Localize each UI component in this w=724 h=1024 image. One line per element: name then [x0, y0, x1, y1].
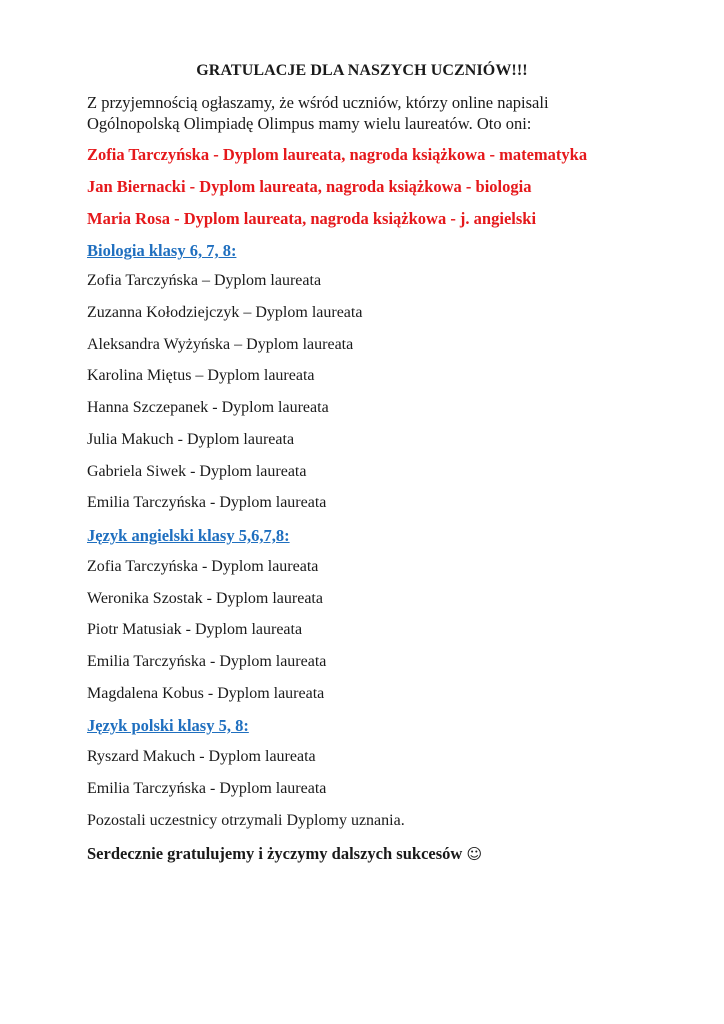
list-item: Zofia Tarczyńska - Dyplom laureata	[87, 558, 319, 575]
section-heading-biology: Biologia klasy 6, 7, 8:	[87, 241, 237, 260]
note-text: Pozostali uczestnicy otrzymali Dyplomy uznania.	[87, 812, 405, 829]
closing-text	[87, 844, 482, 864]
list-item: Magdalena Kobus - Dyplom laureata	[87, 685, 325, 702]
list-item: Ryszard Makuch - Dyplom laureata	[87, 748, 316, 765]
highlight-line: Jan Biernacki - Dyplom laureata, nagroda książkowa - biologia	[87, 177, 532, 196]
list-item: Karolina Miętus – Dyplom laureata	[87, 367, 315, 384]
list-item: Emilia Tarczyńska - Dyplom laureata	[87, 653, 327, 670]
intro-line-1: Z przyjemnością ogłaszamy, że wśród uczniów, którzy online napisali	[87, 93, 549, 112]
list-item: Julia Makuch - Dyplom laureata	[87, 431, 295, 448]
list-item: Weronika Szostak - Dyplom laureata	[87, 590, 323, 607]
list-item: Emilia Tarczyńska - Dyplom laureata	[87, 494, 327, 511]
closing-message: Serdecznie gratulujemy i życzymy dalszych sukcesów	[87, 844, 463, 863]
list-item: Aleksandra Wyżyńska – Dyplom laureata	[87, 336, 354, 353]
intro-line-2: Ogólnopolską Olimpiadę Olimpus mamy wielu laureatów. Oto oni:	[87, 114, 532, 133]
section-heading-polish: Język polski klasy 5, 8:	[87, 716, 249, 735]
list-item: Hanna Szczepanek - Dyplom laureata	[87, 399, 329, 416]
list-item: Zuzanna Kołodziejczyk – Dyplom laureata	[87, 304, 363, 321]
list-item: Gabriela Siwek - Dyplom laureata	[87, 463, 307, 480]
list-item: Piotr Matusiak - Dyplom laureata	[87, 621, 303, 638]
page-title: GRATULACJE DLA NASZYCH UCZNIÓW!!!	[196, 62, 528, 79]
highlight-line: Maria Rosa - Dyplom laureata, nagroda książkowa - j. angielski	[87, 209, 537, 228]
list-item: Zofia Tarczyńska – Dyplom laureata	[87, 272, 322, 289]
highlight-line: Zofia Tarczyńska - Dyplom laureata, nagroda książkowa - matematyka	[87, 145, 588, 164]
section-heading-english: Język angielski klasy 5,6,7,8:	[87, 526, 290, 545]
list-item: Emilia Tarczyńska - Dyplom laureata	[87, 780, 327, 797]
intro-paragraph	[87, 92, 647, 134]
smiley-icon: ☺	[466, 845, 483, 863]
